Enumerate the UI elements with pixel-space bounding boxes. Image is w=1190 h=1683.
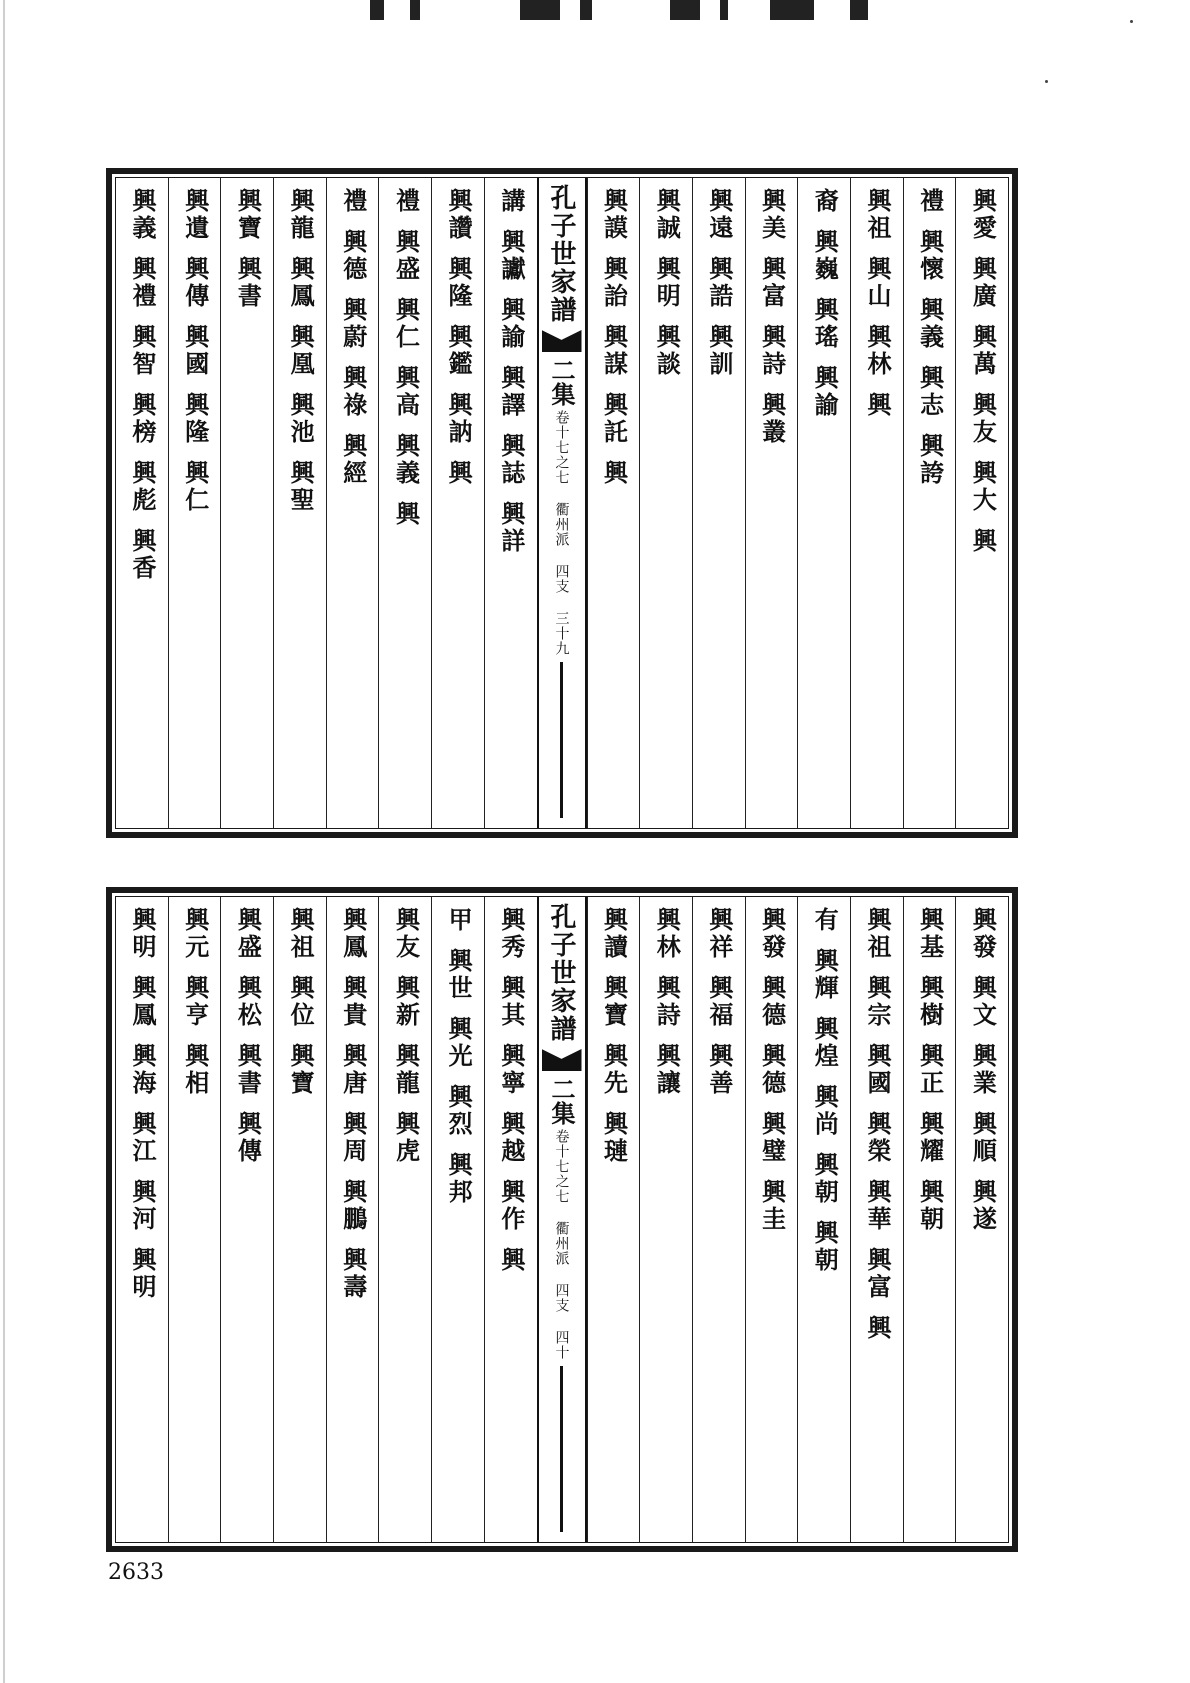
- person-name: 興瑤: [810, 297, 840, 351]
- genealogy-column: [484, 178, 537, 828]
- person-name: 興詳: [496, 501, 526, 555]
- person-name: 興德: [338, 229, 368, 283]
- person-name: 興祥: [704, 907, 734, 961]
- person-name: 興明: [652, 256, 682, 310]
- bottom-spine: [537, 897, 587, 1542]
- person-name: 興寶: [233, 188, 263, 242]
- person-name: 興順: [968, 1111, 998, 1165]
- person-name: 興傳: [233, 1111, 263, 1165]
- person-name: 興盛: [391, 229, 421, 283]
- person-name: 興詩: [757, 324, 787, 378]
- person-name: 興高: [391, 365, 421, 419]
- person-name: 興朝: [810, 1152, 840, 1206]
- person-name: 有: [810, 907, 840, 934]
- person-name: 興廣: [968, 256, 998, 310]
- person-name: 禮: [338, 188, 368, 215]
- person-name: 興誥: [704, 256, 734, 310]
- person-name: 禮: [915, 188, 945, 215]
- top-panel-columns: [115, 177, 1009, 829]
- person-name: 興尚: [810, 1084, 840, 1138]
- person-name: 興訥: [444, 392, 474, 446]
- genealogy-column: [797, 178, 850, 828]
- person-name: 興寧: [496, 1043, 526, 1097]
- person-name: 興詒: [599, 256, 629, 310]
- person-name: 興龍: [391, 1043, 421, 1097]
- person-name: 興善: [704, 1043, 734, 1097]
- person-name: 興位: [286, 975, 316, 1029]
- person-name: 興煌: [810, 1016, 840, 1070]
- person-name: 興新: [391, 975, 421, 1029]
- person-name: 興: [968, 528, 998, 555]
- genealogy-column: [273, 897, 326, 1542]
- person-name: 興仁: [180, 460, 210, 514]
- person-name: 興萬: [968, 324, 998, 378]
- genealogy-column: [587, 897, 640, 1542]
- genealogy-column: [745, 897, 798, 1542]
- person-name: 興友: [968, 392, 998, 446]
- person-name: 興智: [128, 324, 158, 378]
- person-name: 興璉: [599, 1111, 629, 1165]
- person-name: 講: [496, 188, 526, 215]
- genealogy-column: [220, 897, 273, 1542]
- person-name: 興榜: [128, 392, 158, 446]
- person-name: 興國: [862, 1043, 892, 1097]
- person-name: 興義: [128, 188, 158, 242]
- person-name: 興經: [338, 433, 368, 487]
- person-name: 興朝: [810, 1220, 840, 1274]
- person-name: 興愛: [968, 188, 998, 242]
- person-name: 興世: [444, 948, 474, 1002]
- person-name: 興美: [757, 188, 787, 242]
- person-name: 興林: [652, 907, 682, 961]
- person-name: 興基: [915, 907, 945, 961]
- person-name: 興烈: [444, 1084, 474, 1138]
- person-name: 興: [862, 392, 892, 419]
- person-name: 興鑑: [444, 324, 474, 378]
- person-name: 興林: [862, 324, 892, 378]
- person-name: 興正: [915, 1043, 945, 1097]
- genealogy-column: [850, 897, 903, 1542]
- person-name: 興華: [862, 1179, 892, 1233]
- person-name: 興諭: [496, 297, 526, 351]
- person-name: 興託: [599, 392, 629, 446]
- person-name: 興璧: [757, 1111, 787, 1165]
- collection-label: 二集: [547, 358, 576, 406]
- genealogy-column: [116, 178, 168, 828]
- person-name: 興先: [599, 1043, 629, 1097]
- top-scan-artifact: [250, 0, 950, 22]
- person-name: 興諭: [810, 365, 840, 419]
- genealogy-column: [903, 178, 956, 828]
- person-name: 興訓: [704, 324, 734, 378]
- genealogy-column: [587, 178, 640, 828]
- person-name: 興誠: [652, 188, 682, 242]
- fish-tail-icon: [542, 1049, 582, 1071]
- person-name: 興其: [496, 975, 526, 1029]
- person-name: 興德: [757, 975, 787, 1029]
- person-name: 興仁: [391, 297, 421, 351]
- person-name: 興遂: [968, 1179, 998, 1233]
- spine-bar: [560, 662, 563, 818]
- person-name: 興詩: [652, 975, 682, 1029]
- person-name: 興謀: [599, 324, 629, 378]
- person-name: 興文: [968, 975, 998, 1029]
- genealogy-column: [116, 897, 168, 1542]
- person-name: 興耀: [915, 1111, 945, 1165]
- person-name: 興鳳: [128, 975, 158, 1029]
- person-name: 興元: [180, 907, 210, 961]
- person-name: 興祖: [862, 907, 892, 961]
- person-name: 興誌: [496, 433, 526, 487]
- person-name: 興盛: [233, 907, 263, 961]
- person-name: 興光: [444, 1016, 474, 1070]
- person-name: 興亨: [180, 975, 210, 1029]
- genealogy-column: [326, 178, 379, 828]
- person-name: 興謨: [599, 188, 629, 242]
- genealogy-column: [955, 897, 1008, 1542]
- person-name: 興國: [180, 324, 210, 378]
- person-name: 興: [862, 1315, 892, 1342]
- person-name: 興巍: [810, 229, 840, 283]
- person-name: 興福: [704, 975, 734, 1029]
- volume-branch-label: 卷十七之七 衢州派 四支 四十: [553, 1129, 570, 1360]
- person-name: 興鳳: [338, 907, 368, 961]
- collection-label: 二集: [547, 1077, 576, 1125]
- person-name: 興壽: [338, 1247, 368, 1301]
- bottom-genealogy-panel: [106, 887, 1018, 1552]
- person-name: 興宗: [862, 975, 892, 1029]
- person-name: 興叢: [757, 392, 787, 446]
- genealogy-column: [639, 178, 692, 828]
- person-name: 興隆: [444, 256, 474, 310]
- person-name: 興祿: [338, 365, 368, 419]
- person-name: 興周: [338, 1111, 368, 1165]
- person-name: 興樹: [915, 975, 945, 1029]
- volume-branch-label: 卷十七之七 衢州派 四支 三十九: [553, 410, 570, 656]
- top-genealogy-panel: [106, 168, 1018, 838]
- person-name: 興作: [496, 1179, 526, 1233]
- person-name: 興寶: [286, 1043, 316, 1097]
- person-name: 興朝: [915, 1179, 945, 1233]
- person-name: 興凰: [286, 324, 316, 378]
- fish-tail-icon: [542, 330, 582, 352]
- genealogy-column: [639, 897, 692, 1542]
- person-name: 興秀: [496, 907, 526, 961]
- person-name: 興: [444, 460, 474, 487]
- person-name: 興德: [757, 1043, 787, 1097]
- person-name: 興友: [391, 907, 421, 961]
- person-name: 興榮: [862, 1111, 892, 1165]
- genealogy-column: [797, 897, 850, 1542]
- person-name: 興大: [968, 460, 998, 514]
- person-name: 興發: [968, 907, 998, 961]
- person-name: 興河: [128, 1179, 158, 1233]
- genealogy-column: [484, 897, 537, 1542]
- person-name: 興遠: [704, 188, 734, 242]
- person-name: 興讓: [652, 1043, 682, 1097]
- person-name: 興: [599, 460, 629, 487]
- person-name: 興明: [128, 1247, 158, 1301]
- genealogy-column: [220, 178, 273, 828]
- genealogy-column: [903, 897, 956, 1542]
- page-number: 2633: [108, 1560, 164, 1585]
- genealogy-column: [431, 178, 484, 828]
- person-name: 興圭: [757, 1179, 787, 1233]
- person-name: 興祖: [286, 907, 316, 961]
- person-name: 興讞: [496, 229, 526, 283]
- person-name: 興松: [233, 975, 263, 1029]
- top-spine: [537, 178, 587, 828]
- bottom-panel-columns: [115, 896, 1009, 1543]
- genealogy-column: [168, 178, 221, 828]
- genealogy-column: [955, 178, 1008, 828]
- genealogy-column: [168, 897, 221, 1542]
- person-name: 興唐: [338, 1043, 368, 1097]
- genealogy-column: [692, 178, 745, 828]
- spine-bar: [560, 1366, 563, 1532]
- genealogy-column: [378, 897, 431, 1542]
- person-name: 興: [391, 501, 421, 528]
- person-name: 興志: [915, 365, 945, 419]
- person-name: 興山: [862, 256, 892, 310]
- scan-speck: [1130, 20, 1133, 23]
- person-name: 興談: [652, 324, 682, 378]
- scan-speck: [1045, 80, 1048, 83]
- person-name: 興譯: [496, 365, 526, 419]
- person-name: 興龍: [286, 188, 316, 242]
- genealogy-column: [378, 178, 431, 828]
- person-name: 興義: [915, 297, 945, 351]
- person-name: 興虎: [391, 1111, 421, 1165]
- genealogy-column: [326, 897, 379, 1542]
- person-name: 興發: [757, 907, 787, 961]
- genealogy-column: [692, 897, 745, 1542]
- book-title: 孔子世家譜: [546, 903, 576, 1043]
- person-name: 興相: [180, 1043, 210, 1097]
- person-name: 興懷: [915, 229, 945, 283]
- person-name: 興香: [128, 528, 158, 582]
- genealogy-column: [431, 897, 484, 1542]
- person-name: 興義: [391, 433, 421, 487]
- person-name: 興書: [233, 1043, 263, 1097]
- person-name: 興祖: [862, 188, 892, 242]
- person-name: 裔: [810, 188, 840, 215]
- person-name: 興富: [757, 256, 787, 310]
- person-name: 興蔚: [338, 297, 368, 351]
- person-name: 興海: [128, 1043, 158, 1097]
- person-name: 興邦: [444, 1152, 474, 1206]
- person-name: 興讀: [599, 907, 629, 961]
- person-name: 興遺: [180, 188, 210, 242]
- person-name: 興傳: [180, 256, 210, 310]
- person-name: 甲: [444, 907, 474, 934]
- person-name: 興鵬: [338, 1179, 368, 1233]
- person-name: 興誇: [915, 433, 945, 487]
- person-name: 興江: [128, 1111, 158, 1165]
- person-name: 興禮: [128, 256, 158, 310]
- person-name: 興池: [286, 392, 316, 446]
- genealogy-column: [273, 178, 326, 828]
- person-name: 興越: [496, 1111, 526, 1165]
- person-name: 興隆: [180, 392, 210, 446]
- person-name: 興富: [862, 1247, 892, 1301]
- person-name: 興: [496, 1247, 526, 1274]
- person-name: 興明: [128, 907, 158, 961]
- person-name: 興貴: [338, 975, 368, 1029]
- person-name: 興輝: [810, 948, 840, 1002]
- person-name: 興寶: [599, 975, 629, 1029]
- person-name: 禮: [391, 188, 421, 215]
- person-name: 興書: [233, 256, 263, 310]
- page-edge-line: [3, 0, 5, 1683]
- person-name: 興鳳: [286, 256, 316, 310]
- person-name: 興聖: [286, 460, 316, 514]
- person-name: 興讚: [444, 188, 474, 242]
- genealogy-column: [850, 178, 903, 828]
- person-name: 興業: [968, 1043, 998, 1097]
- genealogy-column: [745, 178, 798, 828]
- person-name: 興彪: [128, 460, 158, 514]
- book-title: 孔子世家譜: [546, 184, 576, 324]
